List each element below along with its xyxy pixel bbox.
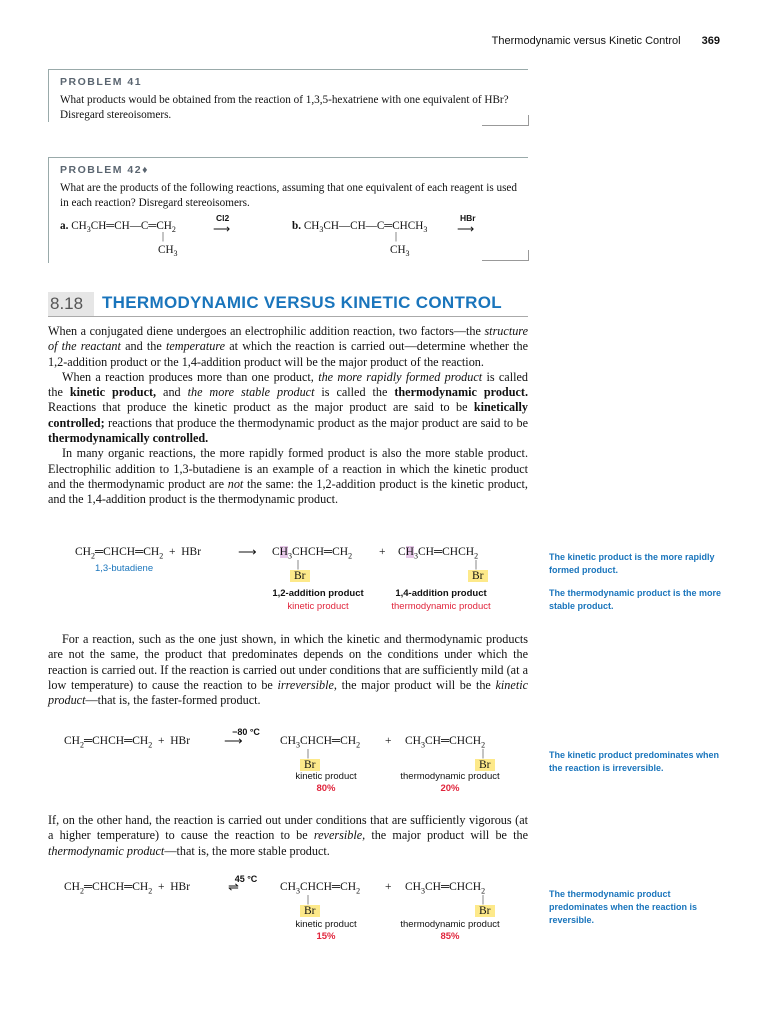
reaction-3-product-2-pct: 85% [440,931,460,942]
reaction-2-product-1-type: kinetic product [295,771,357,782]
reaction-3-product-1-type: kinetic product [295,919,357,930]
body-text-block-3 [48,813,528,859]
body-text-block-1 [48,324,528,508]
problem-42b-methyl: $CH_3$ [390,244,410,259]
reaction-1-product-1: $CH_3CHCH═CH_2$ [272,546,353,561]
running-header [492,35,720,47]
margin-note-2: The thermodynamic product is the more stable product. [549,588,722,611]
problem-42a-label: a. [60,220,69,232]
problem-41-answer-box [482,115,529,126]
reaction-arrow-icon: ⟶ [238,544,257,559]
reaction-arrow-icon: ⟶ [213,222,231,236]
reaction-1-product-1-br: Br [290,570,310,582]
problem-41-text: What products would be obtained from the reaction of 1,3,5-hexatriene with one equivalent of HBr? Disregard stereoisomers. [60,94,509,121]
product-1-type: kinetic product [287,601,349,612]
margin-note-4: The thermodynamic product predominates when the reaction is reversible. [549,889,698,925]
section-title: THERMODYNAMIC VERSUS KINETIC CONTROL [102,293,502,312]
problem-42b-reaction: b. $CH_3CH—CH—C═CHCH_3$ [292,220,428,235]
reaction-2-product-2-pct: 20% [440,783,460,794]
section-number: 8.18 [48,292,94,316]
problem-42a-reaction: a. $CH_3CH═CH—C═CH_2$ [60,220,176,235]
reaction-1-product-2-br: Br [468,570,488,582]
reaction-2-product-2: $CH_3CH═CHCH_2$ [405,735,486,750]
problem-42a-reagent: Cl2 [216,213,230,223]
reaction-2-reactant: $CH_2═CHCH═CH_2$ + HBr [64,735,191,750]
reaction-1-product-2: $CH_3CH═CHCH_2$ [398,546,479,561]
reaction-2-product-1-pct: 80% [316,783,336,794]
reaction-arrow-icon: ⟶ [457,222,475,236]
problem-42b-reagent: HBr [460,213,476,223]
margin-note-3: The kinetic product predominates when the reaction is irreversible. [549,750,720,773]
reaction-arrow-icon: ⟶ [224,733,241,748]
reaction-3-product-2: $CH_3CH═CHCH_2$ [405,881,486,896]
reaction-1-reactant-name: 1,3-butadiene [95,563,154,574]
product-2-type: thermodynamic product [391,601,491,612]
margin-note-1: The kinetic product is the more rapidly formed product. [549,552,715,575]
problem-42 [48,157,528,263]
problem-42-answer-box [482,250,529,261]
reaction-3-condition: 45 °C [234,874,258,884]
equilibrium-arrow-icon: ⇌ [228,879,239,894]
reaction-3-product-1-pct: 15% [316,931,336,942]
running-title: Thermodynamic versus Kinetic Control [491,35,681,47]
product-2-label: 1,4-addition product [395,588,487,599]
reaction-2-product-1: $CH_3CHCH═CH_2$ [280,735,361,750]
problem-41-label: PROBLEM 41 [60,76,143,88]
problem-42a-methyl: $CH_3$ [158,244,178,259]
problem-42-text: What are the products of the following reactions, assuming that one equivalent of each reagent is used in each reaction? Disregard stereoisomers. [60,182,517,209]
paragraph-1: When a conjugated diene undergoes an electrophilic addition reaction, two factors—the structure of the reactant and the temperature at which the reaction is carried out—determine whether the 1,2-addition product or the 1,4-addition product will be the major product of the reaction. [48,324,528,369]
problem-42-label: PROBLEM 42♦ [60,164,149,176]
body-text-block-2 [48,632,528,708]
problem-42b-label: b. [292,220,302,232]
reaction-2-product-2-type: thermodynamic product [400,771,500,782]
reaction-3-product-2-type: thermodynamic product [400,919,500,930]
paragraph-4: For a reaction, such as the one just shown, in which the kinetic and thermodynamic products are not the same, the product that predominates depends on the conditions under which the reaction is carried out. If the reaction is carried out under conditions that are sufficiently mild (at a low temperature) to cause the reaction to be irreversible, the major product will be the kinetic product—that is, the faster-formed product. [48,632,528,708]
paragraph-2: When a reaction produces more than one product, the more rapidly formed product is called the kinetic product, and the more stable product is called the thermodynamic product. Reactions that produce the kinetic product as the major product are said to be kinetically controlled; reactions that produce the thermodynamic product as the major product are said to be thermodynamically controlled. [48,369,528,446]
page-number: 369 [701,35,720,47]
reaction-1-reactant: $CH_2═CHCH═CH_2$ + HBr [75,546,202,561]
paragraph-3: In many organic reactions, the more rapidly formed product is also the more stable product. Electrophilic addition to 1,3-butadiene is an example of a reaction in which the kinetic product and the thermodynamic product are not the same: the 1,2-addition product is the kinetic product, and the 1,4-addition product is the thermodynamic product. [48,446,528,507]
reaction-2-condition: −80 °C [232,727,260,737]
product-1-label: 1,2-addition product [272,588,364,599]
reaction-3-reactant: $CH_2═CHCH═CH_2$ + HBr [64,881,191,896]
reaction-3-product-1: $CH_3CHCH═CH_2$ [280,881,361,896]
paragraph-5: If, on the other hand, the reaction is carried out under conditions that are sufficiently vigorous (at a higher temperature) to cause the reaction to be reversible, the major product will be the thermodynamic product—that is, the more stable product. [48,813,528,858]
problem-41 [48,69,528,124]
